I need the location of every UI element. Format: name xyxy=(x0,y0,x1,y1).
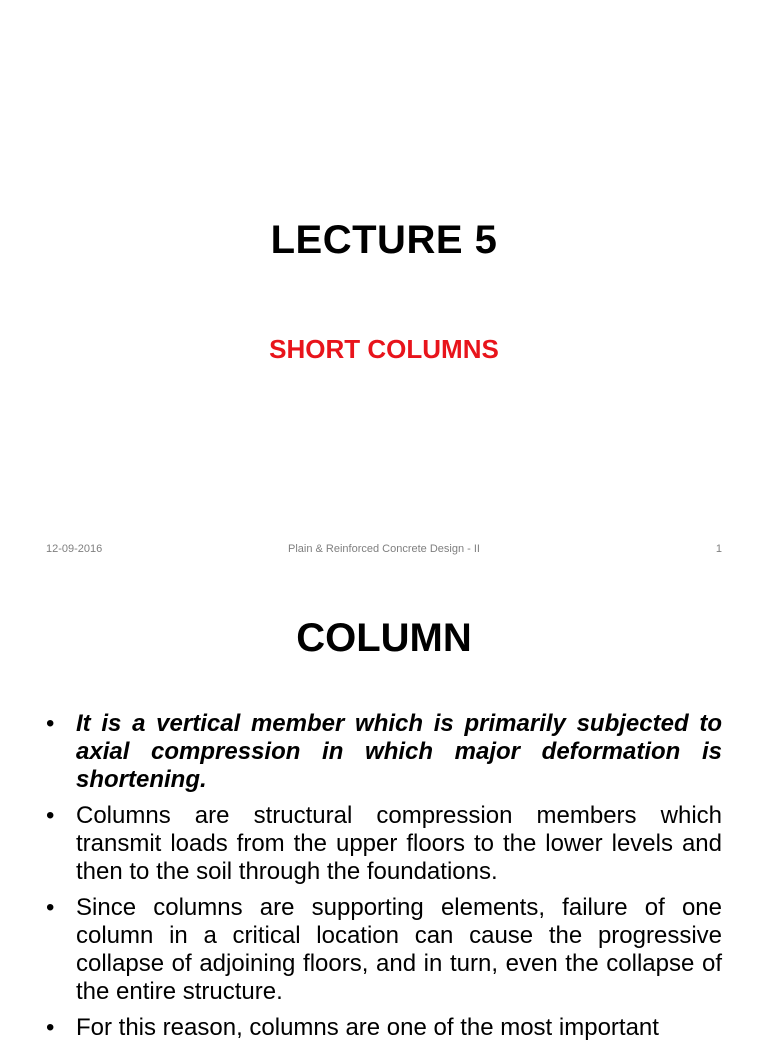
bullet-item xyxy=(46,710,722,794)
slide-column xyxy=(0,578,768,1041)
bullet-text: Since columns are supporting elements, failure of one column in a critical location can cause the progressive collapse of adjoining floors, and in turn, even the collapse of the entire structure. xyxy=(76,894,722,1005)
bullet-item xyxy=(46,894,722,1006)
bullet-text: Columns are structural compression members which transmit loads from the upper floors to the lower levels and then to the soil through the foundations. xyxy=(76,802,722,885)
lecture-title: LECTURE 5 xyxy=(270,218,498,262)
footer-course-name: Plain & Reinforced Concrete Design - II xyxy=(288,543,480,555)
lecture-subtitle: SHORT COLUMNS xyxy=(269,334,499,364)
bullet-list xyxy=(46,710,722,1050)
footer-date: 12-09-2016 xyxy=(46,543,103,555)
column-title: COLUMN xyxy=(296,616,472,660)
footer-page-number: 1 xyxy=(715,543,722,555)
bullet-text: It is a vertical member which is primarily subjected to axial compression in which major deformation is shortening. xyxy=(76,710,722,793)
bullet-text: For this reason, columns are one of the most important xyxy=(76,1014,659,1041)
bullet-item xyxy=(46,802,722,886)
bullet-item xyxy=(46,1014,722,1042)
